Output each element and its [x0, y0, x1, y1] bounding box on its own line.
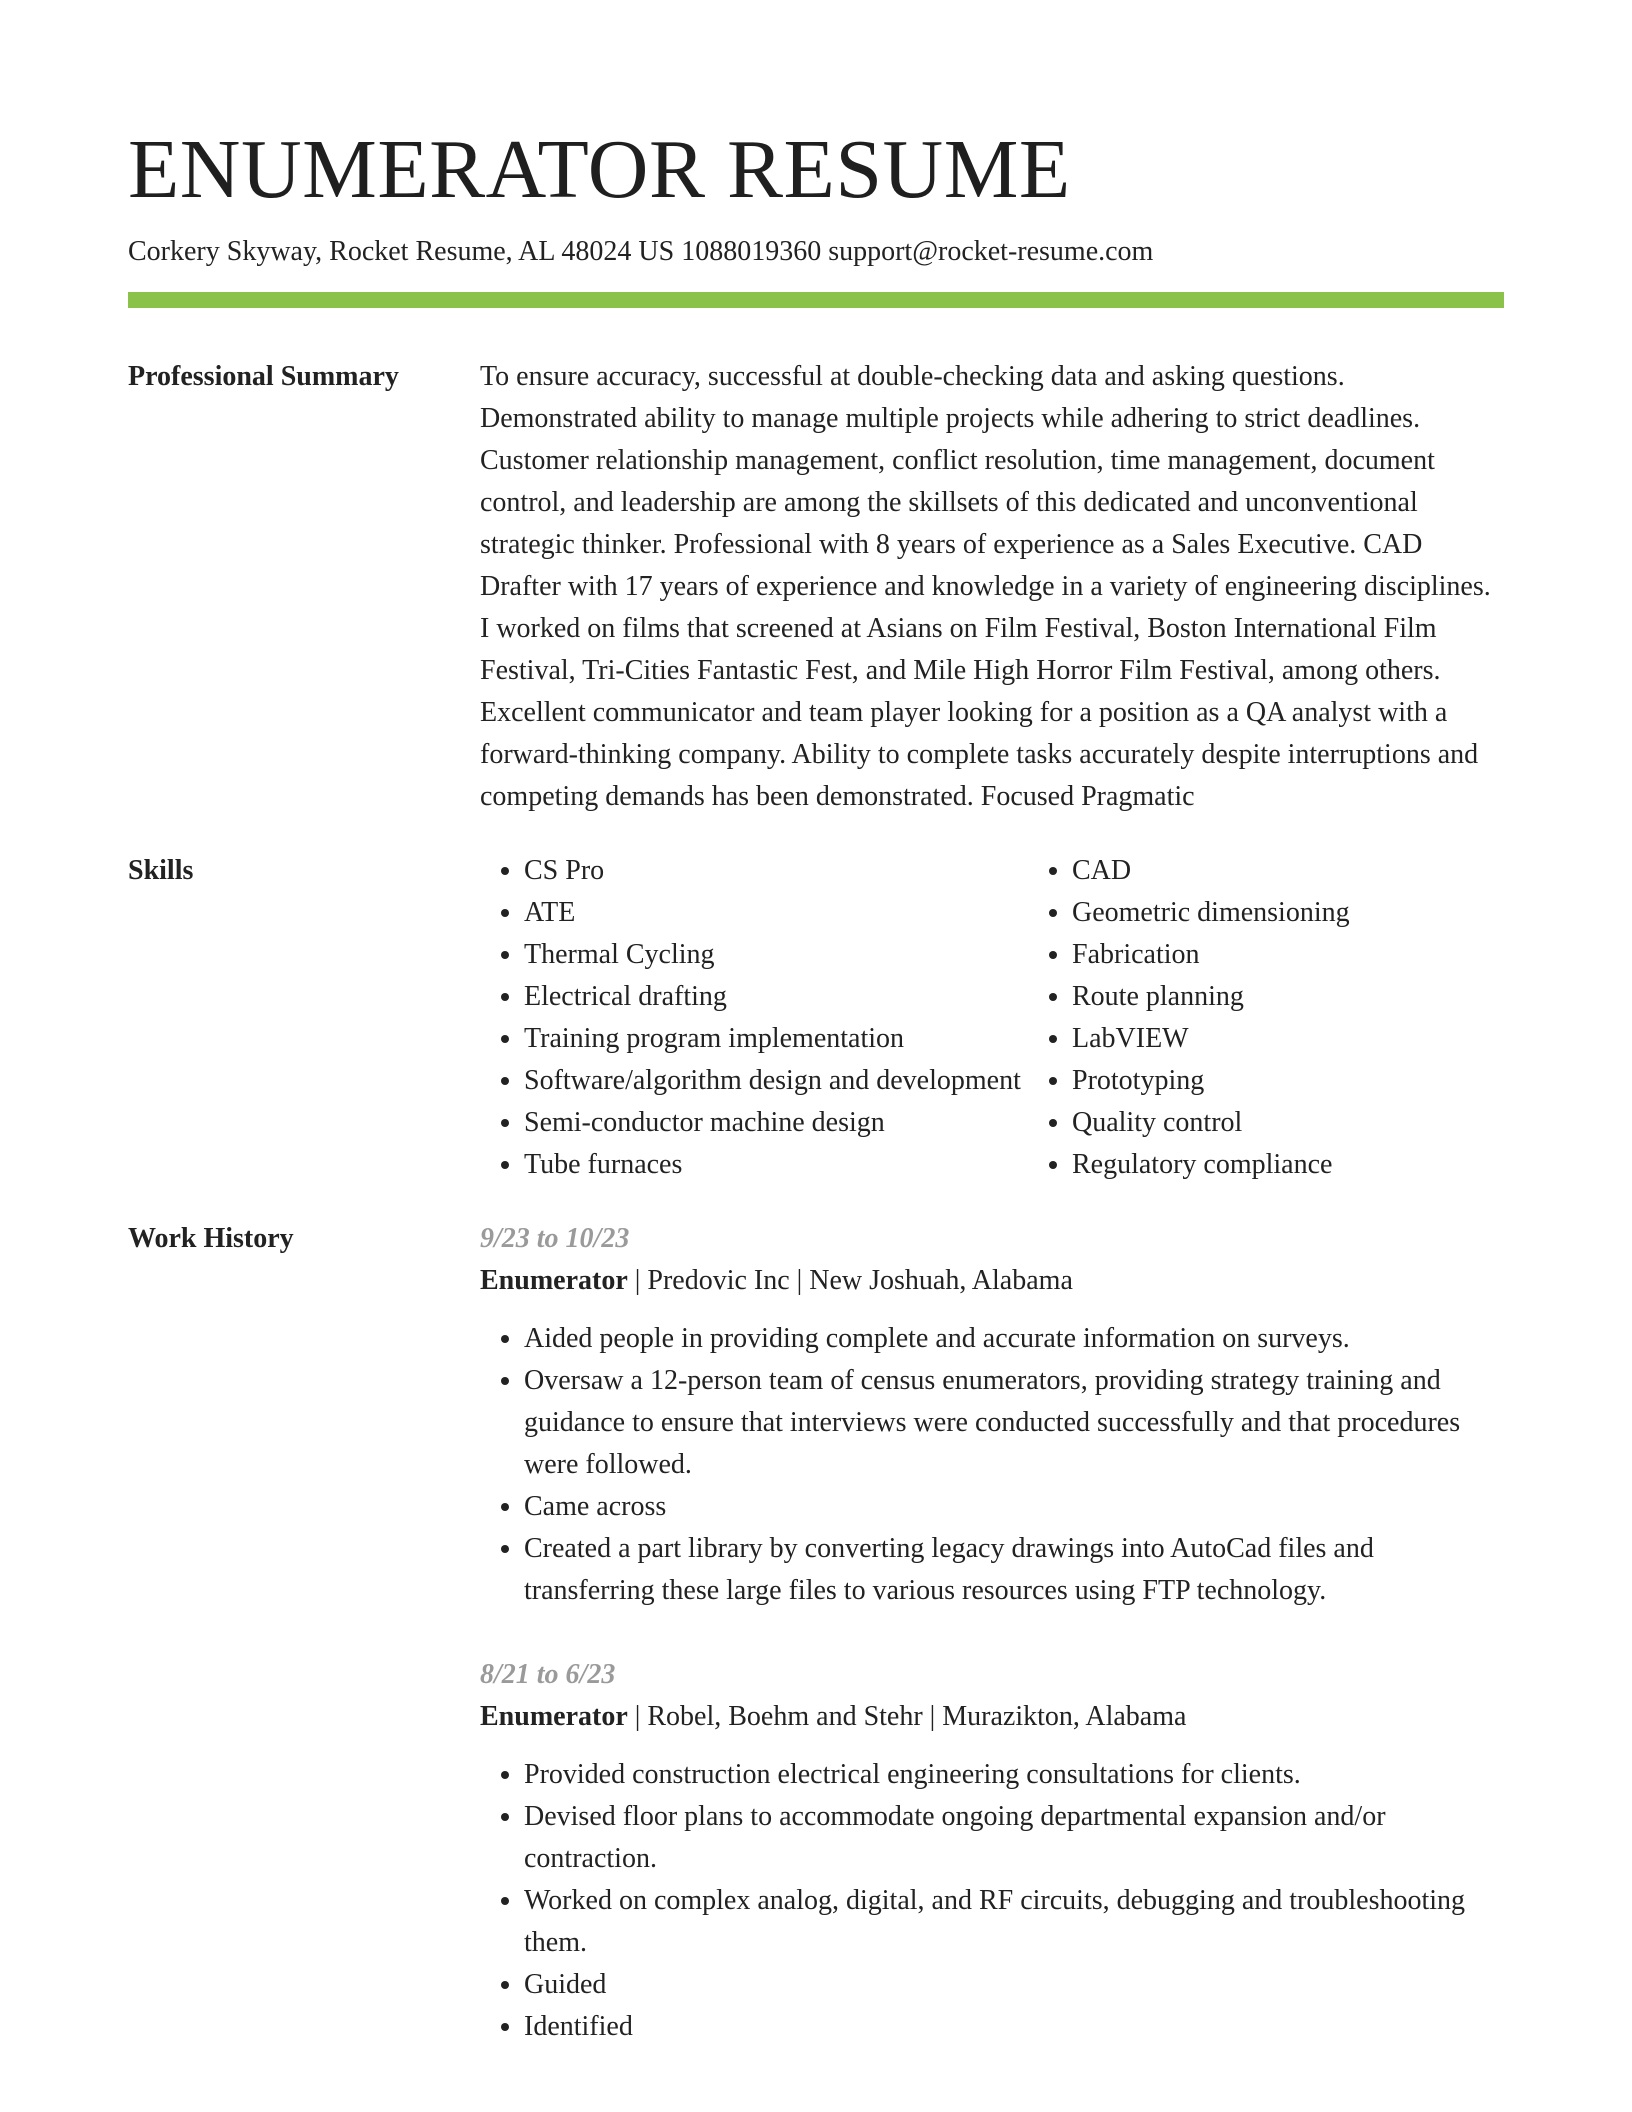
job-title: Enumerator: [480, 1701, 628, 1732]
skills-list-left: [480, 850, 1028, 1186]
contact-info: Corkery Skyway, Rocket Resume, AL 48024 US 1088019360 support@rocket-resume.com: [128, 236, 1154, 267]
job-bullets: [480, 1754, 1504, 2048]
skill-item: • Regulatory compliance: [1072, 1144, 1576, 1186]
job-heading: [480, 1260, 1504, 1302]
skill-item: • ATE: [524, 892, 1028, 934]
skills-label: Skills: [128, 855, 194, 886]
job-details: | Robel, Boehm and Stehr | Murazikton, Alabama: [627, 1701, 1187, 1732]
job-entry: [480, 1654, 1504, 2048]
job-bullet: • Created a part library by converting legacy drawings into AutoCad files and transferring these large files to various resources using FTP technology.: [524, 1528, 1504, 1612]
work-history-list: [480, 1218, 1504, 2048]
skill-item: • Software/algorithm design and development: [524, 1060, 1028, 1102]
skill-item: • Electrical drafting: [524, 976, 1028, 1018]
skill-item: • Geometric dimensioning: [1072, 892, 1576, 934]
job-bullet: • Provided construction electrical engineering consultations for clients.: [524, 1754, 1504, 1796]
skills-list-right: [1028, 850, 1576, 1186]
skill-item: • Semi-conductor machine design: [524, 1102, 1028, 1144]
accent-divider: [128, 292, 1504, 308]
job-entry: [480, 1218, 1504, 1612]
summary-section: [128, 356, 1504, 818]
skill-item: • CAD: [1072, 850, 1576, 892]
job-bullet: • Identified: [524, 2006, 1504, 2048]
job-bullet: • Aided people in providing complete and accurate information on surveys.: [524, 1318, 1504, 1360]
work-history-label: Work History: [128, 1223, 294, 1254]
resume-title: ENUMERATOR RESUME: [128, 123, 1071, 216]
skill-item: • Fabrication: [1072, 934, 1576, 976]
skill-item: • CS Pro: [524, 850, 1028, 892]
skills-section: [128, 850, 1504, 1186]
job-bullets: [480, 1318, 1504, 1612]
summary-text: To ensure accuracy, successful at double-checking data and asking questions. Demonstrated ability to manage multiple projects while adhering to strict deadlines. Customer relationship management, conflict resolution, time management, document control, and leadership are among the skillsets of this dedicated and unconventional strategic thinker. Professional with 8 years of experience as a Sales Executive. CAD Drafter with 17 years of experience and knowledge in a variety of engineering disciplines. I worked on films that screened at Asians on Film Festival, Boston International Film Festival, Tri-Cities Fantastic Fest, and Mile High Horror Film Festival, among others. Excellent communicator and team player looking for a position as a QA analyst with a forward-thinking company. Ability to complete tasks accurately despite interruptions and competing demands has been demonstrated. Focused Pragmatic: [480, 361, 1491, 812]
skill-item: • Quality control: [1072, 1102, 1576, 1144]
skill-item: • Prototyping: [1072, 1060, 1576, 1102]
resume-page: [128, 118, 1504, 2048]
job-dates: 8/21 to 6/23: [480, 1659, 616, 1690]
job-bullet: • Devised floor plans to accommodate ongoing departmental expansion and/or contraction.: [524, 1796, 1504, 1880]
job-dates: 9/23 to 10/23: [480, 1223, 630, 1254]
summary-label: Professional Summary: [128, 361, 399, 392]
job-bullet: • Oversaw a 12-person team of census enumerators, providing strategy training and guidance to ensure that interviews were conducted successfully and that procedures were followed.: [524, 1360, 1504, 1486]
skill-item: • Training program implementation: [524, 1018, 1028, 1060]
job-heading: [480, 1696, 1504, 1738]
skill-item: • Route planning: [1072, 976, 1576, 1018]
job-details: | Predovic Inc | New Joshuah, Alabama: [627, 1265, 1073, 1296]
job-bullet: • Came across: [524, 1486, 1504, 1528]
job-title: Enumerator: [480, 1265, 628, 1296]
skills-columns: [480, 850, 1576, 1186]
skill-item: • Tube furnaces: [524, 1144, 1028, 1186]
job-bullet: • Worked on complex analog, digital, and RF circuits, debugging and troubleshooting them.: [524, 1880, 1504, 1964]
skill-item: • LabVIEW: [1072, 1018, 1576, 1060]
work-history-section: [128, 1218, 1504, 2048]
skill-item: • Thermal Cycling: [524, 934, 1028, 976]
job-bullet: • Guided: [524, 1964, 1504, 2006]
